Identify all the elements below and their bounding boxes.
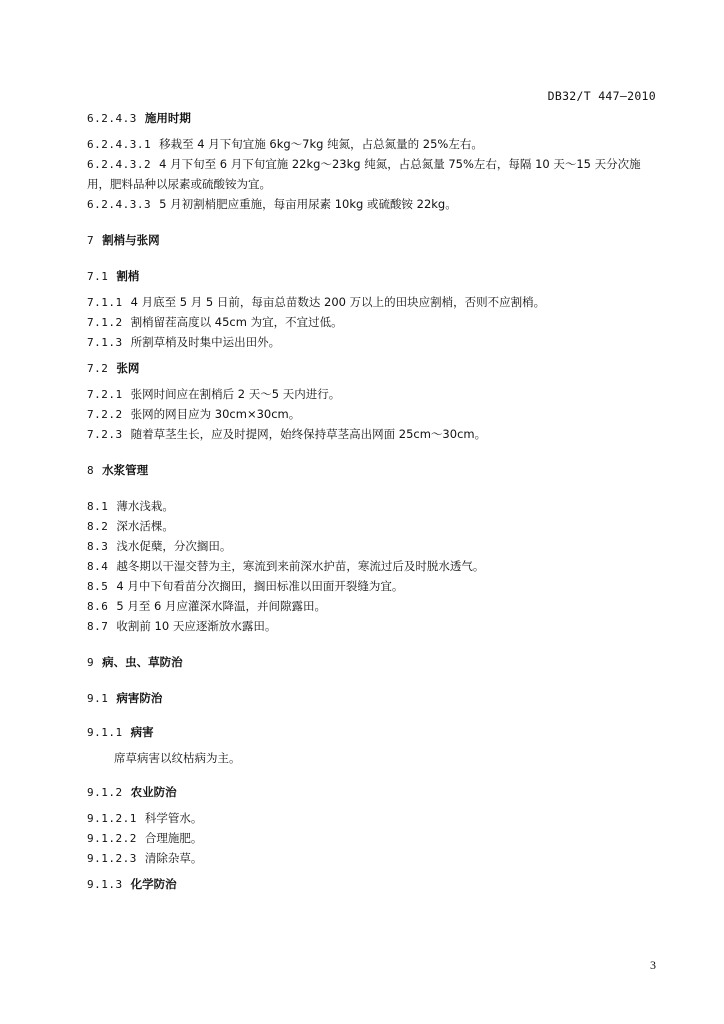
clause-line (87, 134, 659, 154)
clause-line (87, 828, 659, 848)
clause-number: 9.1 (87, 692, 109, 705)
clause-text: 病害 (130, 725, 154, 739)
spacer (87, 250, 659, 266)
section-heading (87, 358, 659, 378)
clause-text: 席草病害以纹枯病为主。 (114, 751, 241, 765)
clause-text: 薄水浅栽。 (116, 499, 174, 513)
clause-text: 水浆管理 (102, 463, 149, 477)
clause-text: 化学防治 (130, 877, 177, 891)
clause-line (87, 154, 659, 174)
clause-text: 深水活棵。 (116, 519, 174, 533)
clause-number: 6.2.4.3.2 (87, 158, 152, 171)
clause-number: 8.2 (87, 520, 109, 533)
clause-text: 合理施肥。 (144, 831, 203, 845)
clause-text: 浅水促蘖，分次搁田。 (116, 539, 232, 553)
clause-number: 8.5 (87, 580, 109, 593)
clause-number: 7.1 (87, 270, 109, 283)
clause-number: 9.1.3 (87, 878, 123, 891)
clause-number: 8.4 (87, 560, 109, 573)
clause-number: 7.2 (87, 362, 109, 375)
standard-code: DB32/T 447—2010 (547, 89, 656, 103)
clause-text: 用，肥料品种以尿素或硫酸铵为宜。 (87, 177, 271, 191)
clause-line (87, 292, 659, 312)
clause-line (87, 596, 659, 616)
clause-number: 7.2.1 (87, 388, 123, 401)
clause-text: 收割前 10 天应逐渐放水露田。 (116, 619, 277, 633)
clause-text: 4 月下旬至 6 月下旬宜施 22kg～23kg 纯氮，占总氮量 75%左右，每隔 10 天～15 天分次施 (159, 157, 641, 171)
clause-text: 越冬期以干湿交替为主，寒流到来前深水护苗，寒流过后及时脱水透气。 (116, 559, 485, 573)
clause-number: 8.3 (87, 540, 109, 553)
spacer (87, 214, 659, 230)
clause-line (87, 384, 659, 404)
spacer (87, 672, 659, 688)
clause-text: 移栽至 4 月下旬宜施 6kg～7kg 纯氮，占总氮量的 25%左右。 (159, 137, 483, 151)
clause-number: 7.1.2 (87, 316, 123, 329)
clause-line (87, 174, 659, 194)
spacer (87, 480, 659, 496)
clause-line (87, 748, 659, 768)
document-body (87, 108, 659, 894)
clause-text: 割梢与张网 (102, 233, 160, 247)
clause-line (87, 808, 659, 828)
clause-number: 7.1.1 (87, 296, 123, 309)
section-heading (87, 874, 659, 894)
clause-number: 9.1.2.2 (87, 832, 137, 845)
clause-text: 科学管水。 (144, 811, 203, 825)
spacer (87, 708, 659, 722)
clause-line (87, 536, 659, 556)
clause-number: 9.1.1 (87, 726, 123, 739)
clause-text: 4 月底至 5 月 5 日前，每亩总苗数达 200 万以上的田块应割梢，否则不应割梢。 (130, 295, 546, 309)
clause-number: 9.1.2.3 (87, 852, 137, 865)
clause-text: 施用时期 (144, 111, 191, 125)
clause-text: 5 月初割梢肥应重施，每亩用尿素 10kg 或硫酸铵 22kg。 (159, 197, 457, 211)
clause-text: 农业防治 (130, 785, 177, 799)
clause-text: 病、虫、草防治 (102, 655, 183, 669)
clause-line (87, 404, 659, 424)
section-heading (87, 722, 659, 742)
section-heading (87, 460, 659, 480)
clause-number: 9 (87, 656, 95, 669)
spacer (87, 768, 659, 782)
section-heading (87, 108, 659, 128)
clause-text: 病害防治 (116, 691, 163, 705)
clause-line (87, 496, 659, 516)
clause-text: 张网的网目应为 30cm×30cm。 (130, 407, 301, 421)
clause-text: 随着草茎生长，应及时提网，始终保持草茎高出网面 25cm～30cm。 (130, 427, 487, 441)
section-heading (87, 266, 659, 286)
clause-number: 8.6 (87, 600, 109, 613)
clause-line (87, 516, 659, 536)
clause-line (87, 312, 659, 332)
page-number: 3 (650, 958, 656, 972)
clause-text: 张网时间应在割梢后 2 天～5 天内进行。 (130, 387, 341, 401)
clause-number: 6.2.4.3.1 (87, 138, 152, 151)
clause-number: 9.1.2 (87, 786, 123, 799)
clause-line (87, 556, 659, 576)
clause-number: 7.2.2 (87, 408, 123, 421)
clause-number: 8 (87, 464, 95, 477)
clause-text: 清除杂草。 (144, 851, 203, 865)
clause-text: 张网 (116, 361, 140, 375)
section-heading (87, 688, 659, 708)
section-heading (87, 230, 659, 250)
clause-text: 割梢 (116, 269, 140, 283)
spacer (87, 444, 659, 460)
clause-number: 6.2.4.3.3 (87, 198, 152, 211)
clause-line (87, 424, 659, 444)
clause-number: 7 (87, 234, 95, 247)
clause-line (87, 848, 659, 868)
section-heading (87, 782, 659, 802)
clause-number: 7.2.3 (87, 428, 123, 441)
clause-number: 9.1.2.1 (87, 812, 137, 825)
clause-text: 所割草梢及时集中运出田外。 (130, 335, 281, 349)
clause-number: 7.1.3 (87, 336, 123, 349)
clause-text: 5 月至 6 月应灌深水降温，并间隙露田。 (116, 599, 326, 613)
clause-line (87, 576, 659, 596)
section-heading (87, 652, 659, 672)
clause-text: 4 月中下旬看苗分次搁田，搁田标准以田面开裂缝为宜。 (116, 579, 404, 593)
clause-line (87, 332, 659, 352)
clause-number: 8.7 (87, 620, 109, 633)
clause-line (87, 616, 659, 636)
clause-text: 割梢留茬高度以 45cm 为宜，不宜过低。 (130, 315, 343, 329)
spacer (87, 636, 659, 652)
clause-line (87, 194, 659, 214)
clause-number: 6.2.4.3 (87, 112, 137, 125)
clause-number: 8.1 (87, 500, 109, 513)
